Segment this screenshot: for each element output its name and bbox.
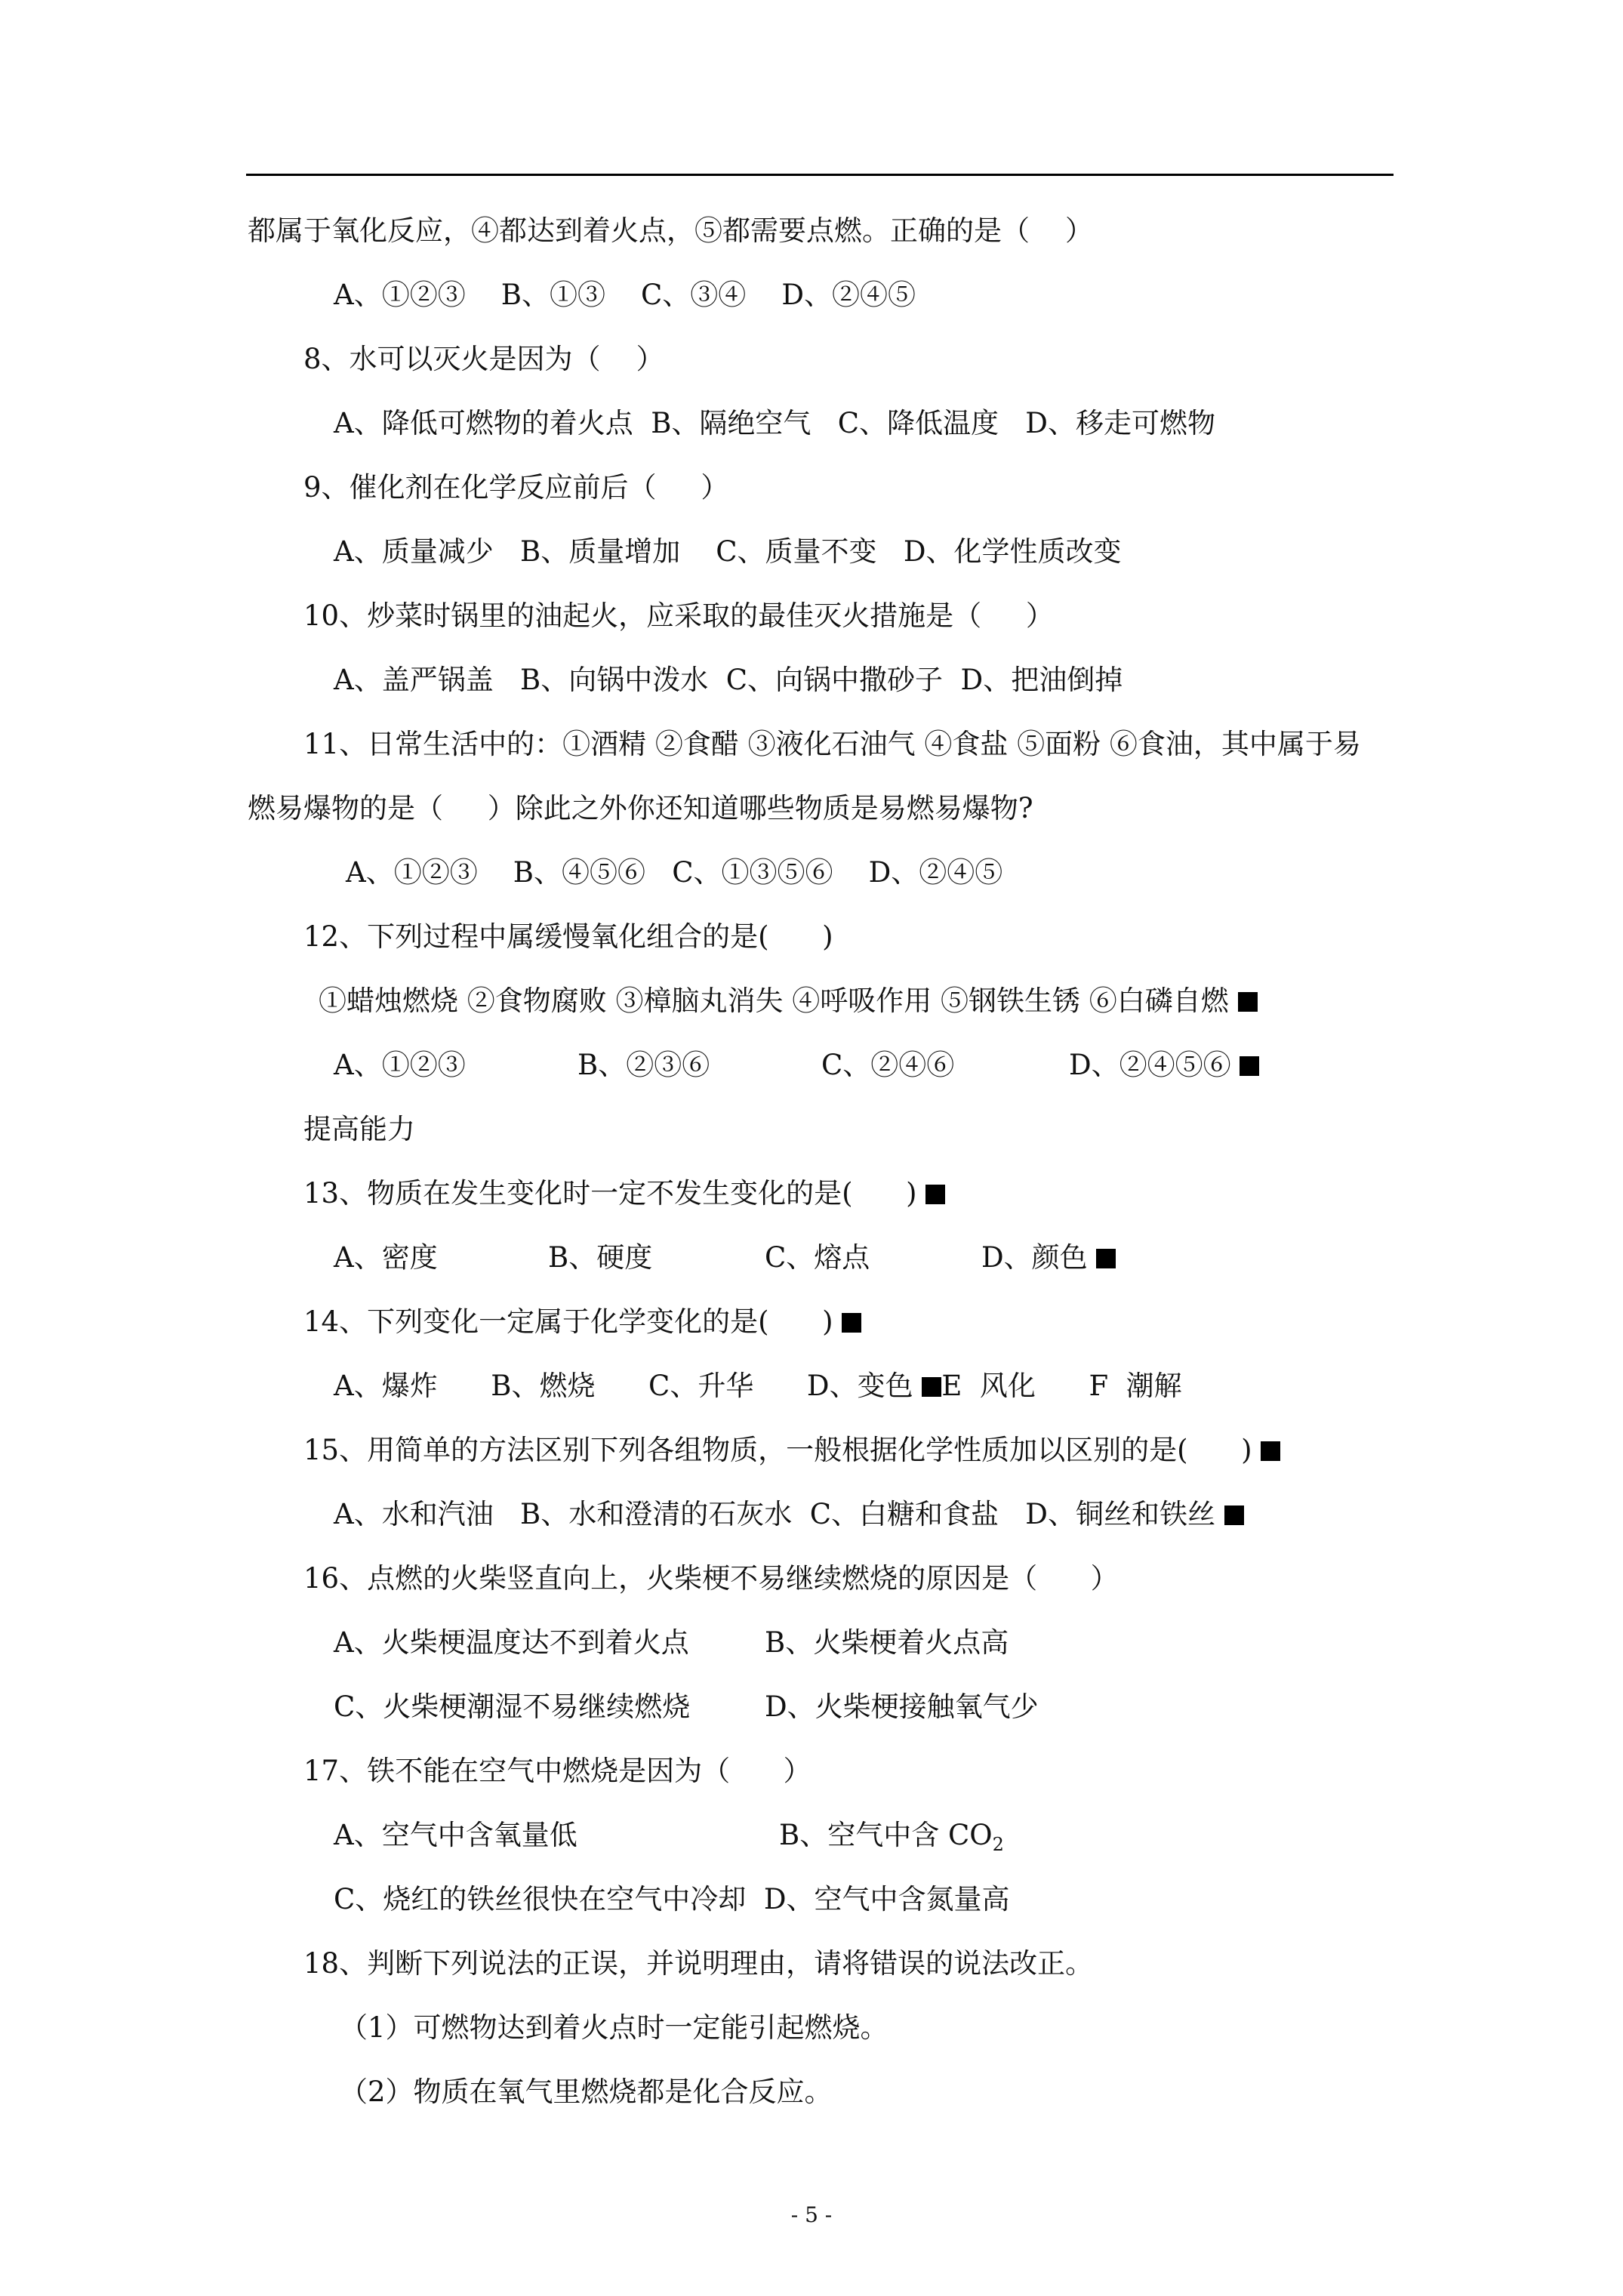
q14-options-text-tail: E 风化 F 潮解 bbox=[941, 1370, 1182, 1402]
black-square-mark bbox=[1240, 1056, 1259, 1076]
q18-stem: 18、判断下列说法的正误，并说明理由，请将错误的说法改正。 bbox=[303, 1947, 1094, 1980]
q15-stem bbox=[303, 1432, 1280, 1469]
q7-stem-continued: 都属于氧化反应，④都达到着火点，⑤都需要点燃。正确的是（ ） bbox=[248, 214, 1094, 247]
q13-option-d-text: D、颜色 bbox=[981, 1241, 1088, 1274]
q13-option-c: C、熔点 bbox=[765, 1241, 870, 1274]
q12-option-c: C、②④⑥ bbox=[821, 1049, 955, 1081]
q16-option-a: A、火柴梗温度达不到着火点 bbox=[334, 1626, 689, 1659]
q15-options-text: A、水和汽油 B、水和澄清的石灰水 C、白糖和食盐 D、铜丝和铁丝 bbox=[334, 1498, 1215, 1530]
section-heading: 提高能力 bbox=[303, 1113, 415, 1145]
q16-option-c: C、火柴梗潮湿不易继续燃烧 bbox=[334, 1690, 691, 1723]
q13-option-d bbox=[981, 1240, 1116, 1276]
q18-item-1: （1）可燃物达到着火点时一定能引起燃烧。 bbox=[340, 2011, 888, 2044]
q7-options: A、①②③ B、①③ C、③④ D、②④⑤ bbox=[334, 279, 916, 311]
header-rule bbox=[246, 174, 1394, 176]
q12-items-text: ①蜡烛燃烧 ②食物腐败 ③樟脑丸消失 ④呼吸作用 ⑤钢铁生锈 ⑥白磷自燃 bbox=[319, 985, 1229, 1017]
q13-stem bbox=[303, 1176, 945, 1212]
co2-subscript: 2 bbox=[992, 1834, 1004, 1855]
q16-option-d: D、火柴梗接触氧气少 bbox=[765, 1690, 1039, 1723]
q14-stem-text: 14、下列变化一定属于化学变化的是( ) bbox=[303, 1305, 833, 1338]
q17-stem: 17、铁不能在空气中燃烧是因为（ ） bbox=[303, 1755, 812, 1787]
q11-stem-continued: 燃易爆物的是（ ）除此之外你还知道哪些物质是易燃易爆物? bbox=[248, 792, 1033, 824]
q14-stem bbox=[303, 1304, 861, 1340]
q15-stem-text: 15、用简单的方法区别下列各组物质，一般根据化学性质加以区别的是( ) bbox=[303, 1434, 1252, 1466]
black-square-mark bbox=[842, 1313, 861, 1333]
q12-option-a: A、①②③ bbox=[334, 1049, 466, 1081]
q12-stem: 12、下列过程中属缓慢氧化组合的是( ) bbox=[303, 920, 833, 953]
q13-option-a: A、密度 bbox=[334, 1241, 438, 1274]
q14-options-text: A、爆炸 B、燃烧 C、升华 D、变色 bbox=[334, 1370, 913, 1402]
q13-option-b: B、硬度 bbox=[548, 1241, 653, 1274]
q17-option-b-text: B、空气中含 CO bbox=[779, 1819, 993, 1851]
black-square-mark bbox=[1224, 1505, 1244, 1525]
q10-options: A、盖严锅盖 B、向锅中泼水 C、向锅中撒砂子 D、把油倒掉 bbox=[334, 664, 1123, 696]
q17-option-a: A、空气中含氧量低 bbox=[334, 1819, 577, 1851]
q11-options: A、①②③ B、④⑤⑥ C、①③⑤⑥ D、②④⑤ bbox=[346, 856, 1003, 889]
black-square-mark bbox=[1261, 1441, 1280, 1461]
q9-options: A、质量减少 B、质量增加 C、质量不变 D、化学性质改变 bbox=[334, 535, 1122, 568]
q8-stem: 8、水可以灭火是因为（ ） bbox=[303, 343, 664, 375]
q9-stem: 9、催化剂在化学反应前后（ ） bbox=[303, 471, 729, 504]
q17-option-b bbox=[779, 1817, 1004, 1863]
black-square-mark bbox=[1096, 1249, 1116, 1268]
q17-options-cd: C、烧红的铁丝很快在空气中冷却 D、空气中含氮量高 bbox=[334, 1883, 1010, 1915]
black-square-mark bbox=[925, 1185, 945, 1204]
q11-stem: 11、日常生活中的：①酒精 ②食醋 ③液化石油气 ④食盐 ⑤面粉 ⑥食油，其中属于易 bbox=[303, 728, 1361, 760]
black-square-mark bbox=[1238, 992, 1258, 1012]
q10-stem: 10、炒菜时锅里的油起火，应采取的最佳灭火措施是（ ） bbox=[303, 599, 1054, 632]
q16-stem: 16、点燃的火柴竖直向上，火柴梗不易继续燃烧的原因是（ ） bbox=[303, 1562, 1119, 1595]
q12-items bbox=[319, 983, 1258, 1019]
q18-item-2: （2）物质在氧气里燃烧都是化合反应。 bbox=[340, 2076, 833, 2108]
q12-option-b: B、②③⑥ bbox=[577, 1049, 710, 1081]
q12-option-d bbox=[1069, 1047, 1259, 1083]
q12-option-d-text: D、②④⑤⑥ bbox=[1069, 1049, 1231, 1081]
q14-options bbox=[334, 1368, 1182, 1404]
page-number: - 5 - bbox=[790, 2202, 833, 2227]
q8-options: A、降低可燃物的着火点 B、隔绝空气 C、降低温度 D、移走可燃物 bbox=[334, 407, 1215, 439]
q15-options bbox=[334, 1496, 1244, 1533]
black-square-mark bbox=[922, 1377, 941, 1397]
q13-stem-text: 13、物质在发生变化时一定不发生变化的是( ) bbox=[303, 1177, 917, 1210]
q16-option-b: B、火柴梗着火点高 bbox=[765, 1626, 1009, 1659]
